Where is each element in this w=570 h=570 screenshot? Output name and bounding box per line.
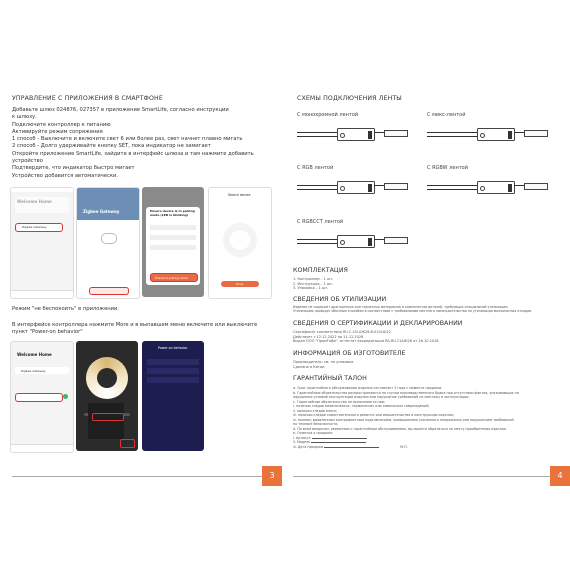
instruction-line: Подтвердите, что индикатор быстро мигает — [12, 165, 135, 172]
done-button[interactable] — [221, 281, 259, 287]
controller-list-item[interactable] — [15, 393, 63, 402]
warranty-line: iii. наличии следов самостоятельного ремонта или вмешательства в конструкцию изделия; — [293, 413, 454, 417]
instruction-line: Устройство добавится автоматически. — [12, 172, 119, 179]
toggle-dot[interactable] — [63, 394, 68, 399]
instruction-line: 2 способ - Долго удерживайте кнопку SET, пока индикатор не замигает — [12, 143, 211, 150]
option-row[interactable] — [147, 368, 199, 374]
led-strip — [384, 183, 408, 190]
wire — [297, 239, 337, 240]
empty-state-icon — [101, 233, 117, 244]
option-row[interactable] — [147, 377, 199, 383]
kit-item: 1. Контроллер – 1 шт. — [293, 277, 334, 281]
warranty-line: iv. полном, выявленным контрафактным подключением, превышением указанного напряжения или нарушением требований — [293, 417, 514, 422]
controller-button — [340, 240, 345, 245]
controller-button — [480, 186, 485, 191]
wire — [514, 132, 524, 133]
screenshot-smartlife-home — [10, 187, 74, 299]
warranty-line: b. Гарантийные обязательства распространяются на случаи производственного брака при отсутствии фактов, указывающих на — [293, 390, 519, 395]
wire — [374, 239, 384, 240]
cert-line: Сертификат соответствия RU С-CN.АЖ26.В.01416/22 — [293, 330, 391, 334]
gateway-item-label: Zigbee Gateway — [22, 225, 47, 230]
search-radar-inner — [230, 230, 250, 250]
kit-item: 2. Инструкция – 1 шт. — [293, 281, 334, 286]
wire — [297, 185, 337, 186]
search-device-title: Search device — [228, 193, 251, 197]
pairing-confirm-button[interactable] — [150, 273, 198, 282]
field-label: i. Артикул — [293, 435, 311, 440]
schemes-heading: СХЕМЫ ПОДКЛЮЧЕНИЯ ЛЕНТЫ — [297, 95, 402, 102]
power-on-behavior-title: Power-on behavior — [158, 346, 188, 350]
led-strip — [524, 130, 548, 137]
pairing-dialog-title: Ensure device is in pairing mode (LED is blinking) — [150, 209, 195, 217]
warranty-line: i. наличии следов механических, термических или химических повреждений; — [293, 404, 430, 408]
pairing-option — [150, 225, 196, 230]
maker-line: Производитель: см. на упаковке. — [293, 360, 355, 364]
maker-text — [293, 360, 354, 369]
bottom-nav — [11, 444, 73, 452]
bottom-nav — [11, 290, 73, 298]
field-label: iii. Дата продажи — [293, 444, 324, 449]
cert-text — [293, 330, 438, 344]
instruction-line: В интерфейсе контроллера нажмите More и в выпавшем меню включите или выключите — [12, 322, 258, 328]
page-number-4: 4 — [550, 466, 570, 486]
warranty-line: а. Срок гарантийного обслуживания изделия составляет 3 года с момента продажи. — [293, 386, 443, 390]
wire — [374, 132, 384, 133]
pairing-instructions — [12, 107, 254, 180]
warranty-line: нарушение условий эксплуатации изделия или нарушение требований по монтажу и эксплуатации. — [293, 395, 470, 399]
scheme-label-rgbw: С RGBW лентой — [427, 165, 468, 171]
instruction-line: Подключите контроллер к питанию — [12, 121, 111, 128]
pairing-dialog — [146, 207, 200, 285]
controller-box — [337, 181, 375, 194]
wire — [297, 189, 337, 190]
gateway-header — [77, 188, 139, 220]
wire — [297, 243, 337, 244]
screenshot-zigbee-gateway — [76, 187, 140, 299]
gateway-item-label: Zigbee Gateway — [21, 368, 46, 373]
controller-button — [340, 133, 345, 138]
wire — [427, 185, 477, 186]
diagram-mono — [297, 122, 417, 152]
wire — [374, 185, 384, 186]
led-strip — [524, 183, 548, 190]
kit-item: 3. Упаковка – 1 шт. — [293, 286, 329, 291]
wire — [427, 189, 477, 190]
cert-heading: СВЕДЕНИЯ О СЕРТИФИКАЦИИ И ДЕКЛАРИРОВАНИИ — [293, 320, 463, 327]
warranty-text — [293, 386, 519, 449]
terminal-block — [368, 131, 372, 139]
instruction-line: Активируйте режим сопряжения — [12, 128, 103, 135]
scheme-label-mono: С монохромной лентой — [297, 112, 359, 118]
home-card — [15, 197, 69, 213]
pairing-option — [150, 235, 196, 240]
footer-line — [12, 476, 270, 477]
led-strip — [384, 130, 408, 137]
cert-line: Выдан ООО "ПромТайм", аттестат аккредитации RA.RU.11АЖ26 от 26.10.2016 — [293, 339, 439, 344]
warranty-line: с. Гарантийные обязательства не выполняются при: — [293, 399, 386, 404]
scheme-label-rgb: С RGB лентой — [297, 165, 334, 171]
pairing-confirm-label: Ensure to pairing mode — [155, 275, 188, 280]
terminal-block — [508, 131, 512, 139]
instruction-line: пункт "Power-on behavior" — [12, 329, 83, 336]
warranty-heading: ГАРАНТИЙНЫЙ ТАЛОН — [293, 375, 367, 382]
wire — [297, 136, 337, 137]
warranty-field[interactable] — [293, 445, 519, 450]
warranty-line: e. Отметки о продаже: — [293, 431, 333, 435]
phone-status-bar — [11, 188, 73, 192]
gateway-title: Zigbee Gateway — [83, 209, 120, 214]
right-page — [285, 0, 570, 570]
screenshot-more-menu — [76, 341, 138, 451]
home-title: Welcome Home — [17, 352, 52, 357]
controller-box — [337, 128, 375, 141]
diagram-rgbw — [427, 175, 557, 205]
instruction-line: устройство — [12, 158, 43, 165]
field-line — [311, 442, 366, 443]
cert-line: Действует с 12.12.2022 по 11.12.2028 — [293, 334, 364, 339]
disposal-line: Изделие не содержит драгоценных или токсичных материалов и компонентов деталей, требующих специальной утилизации. — [293, 305, 509, 309]
wire — [427, 132, 477, 133]
terminal-block — [368, 238, 372, 246]
warranty-line: d. По всем вопросам, связанным с гарантийным обслуживанием, вы можете обратиться по месту приобретения изделия. — [293, 426, 507, 431]
terminal-block — [508, 184, 512, 192]
controller-box — [477, 181, 515, 194]
option-row[interactable] — [147, 359, 199, 365]
kit-list — [293, 277, 333, 291]
controller-button — [480, 133, 485, 138]
wire — [514, 185, 524, 186]
gateway-list-item — [15, 367, 69, 374]
menu-item-power-on-behavior[interactable] — [92, 413, 124, 421]
page-number-3: 3 — [262, 466, 282, 486]
instruction-line: 1 способ - Выключите и включите свет 6 или более раз, свет начнет плавно мигать — [12, 136, 243, 143]
disposal-line: Утилизацию проводят обычным способом в соответствии с требованиями местного законодательства по утилизации малоопасных отходов. — [293, 309, 533, 314]
screenshot-home-device-list — [10, 341, 74, 453]
instruction-line: Откройте приложение SmartLife, зайдите в интерфейс шлюза и там нажмите добавить — [12, 150, 254, 157]
field-line — [324, 447, 379, 448]
power-on-behavior-instructions — [12, 322, 257, 337]
controller-button — [340, 186, 345, 191]
warranty-line: по технике безопасности. — [293, 422, 339, 426]
led-strip — [384, 237, 408, 244]
stamp-label: М.П. — [400, 444, 408, 449]
do-not-disturb-caption: Режим "не беспокоить" в приложении. — [12, 306, 120, 312]
screenshot-pairing-mode — [142, 187, 204, 297]
diagram-rgbcct — [297, 229, 417, 259]
maker-line: Сделано в Китае. — [293, 364, 326, 369]
kit-heading: КОМПЛЕКТАЦИЯ — [293, 267, 348, 274]
wire — [427, 136, 477, 137]
footer-line — [293, 476, 555, 477]
maker-heading: ИНФОРМАЦИЯ ОБ ИЗГОТОВИТЕЛЕ — [293, 350, 406, 357]
pairing-option — [150, 245, 196, 250]
field-line — [312, 438, 367, 439]
diagram-mix — [427, 122, 557, 152]
scheme-label-mix: С микс-лентой — [427, 112, 466, 118]
screenshot-search-device — [208, 187, 272, 299]
more-menu — [88, 403, 124, 439]
done-button-label: Done — [236, 282, 244, 287]
warranty-line: ii. наличии следов влаги; — [293, 408, 337, 413]
wire — [297, 132, 337, 133]
instruction-line: к шлюзу. — [12, 114, 37, 121]
disposal-text — [293, 305, 532, 314]
app-control-heading: УПРАВЛЕНИЕ С ПРИЛОЖЕНИЯ В СМАРТФОНЕ — [12, 95, 163, 102]
add-device-button[interactable] — [89, 287, 129, 295]
disposal-heading: СВЕДЕНИЯ ОБ УТИЛИЗАЦИИ — [293, 296, 387, 303]
controller-box — [337, 235, 375, 248]
field-label: ii. Модель — [293, 440, 311, 444]
screenshot-power-on-behavior — [142, 341, 204, 451]
instruction-line: Добавьте шлюз 024876, 027357 в приложение SmartLife, согласно инструкции — [12, 107, 229, 113]
diagram-rgb — [297, 175, 417, 205]
scheme-label-rgbcct: С RGBCCT лентой — [297, 219, 344, 225]
terminal-block — [368, 184, 372, 192]
gateway-list-item[interactable] — [15, 223, 63, 232]
controller-box — [477, 128, 515, 141]
